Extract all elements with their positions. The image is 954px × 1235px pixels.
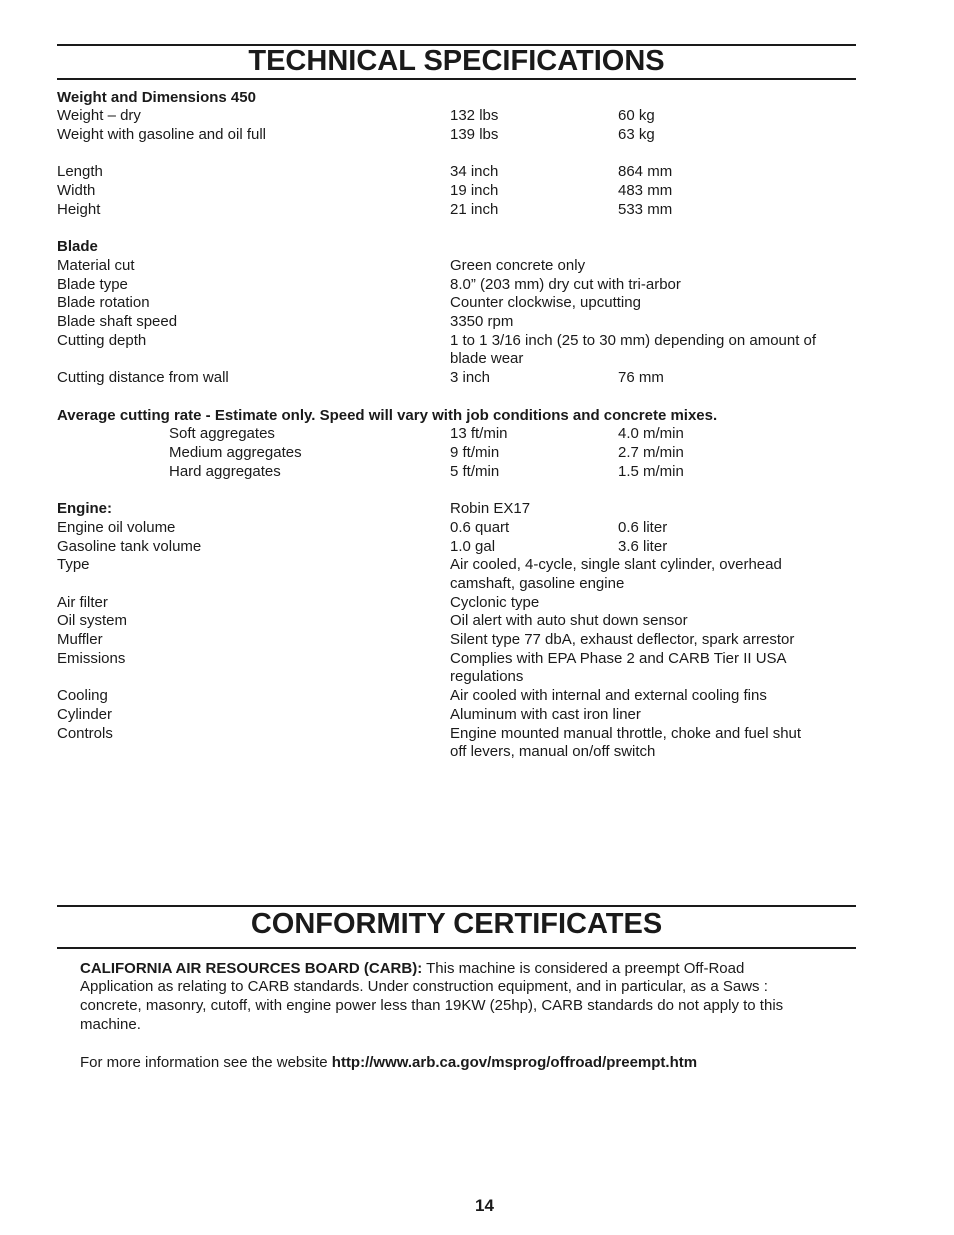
carb-text: This machine is considered a preempt Off-Road [422, 960, 745, 977]
cylinder-value: Aluminum with cast iron liner [450, 706, 641, 723]
weight-full-label: Weight with gasoline and oil full [57, 126, 267, 143]
oil-system-value: Oil alert with auto shut down sensor [450, 612, 688, 629]
weight-dry-imperial: 132 lbs [450, 107, 499, 124]
tank-volume-label: Gasoline tank volume [57, 538, 202, 555]
cutting-depth-value: 1 to 1 3/16 inch (25 to 30 mm) depending on amount of [450, 332, 817, 349]
hard-aggregates-label: Hard aggregates [169, 463, 281, 480]
weight-full-imperial: 139 lbs [450, 126, 499, 143]
website-prefix: For more information see the website [80, 1054, 332, 1071]
emissions-label: Emissions [57, 650, 126, 667]
website-paragraph [80, 1053, 697, 1072]
height-imperial: 21 inch [450, 201, 499, 218]
engine-type-value-cont: camshaft, gasoline engine [450, 575, 625, 592]
blade-type-label: Blade type [57, 276, 128, 293]
weight-full-metric: 63 kg [618, 126, 655, 143]
engine-oil-volume-label: Engine oil volume [57, 519, 176, 536]
oil-system-label: Oil system [57, 612, 128, 629]
material-cut-label: Material cut [57, 257, 135, 274]
engine-model: Robin EX17 [450, 500, 531, 517]
carb-paragraph-line3: concrete, masonry, cutoff, with engine power less than 19KW (25hp), CARB standards do not apply to this [80, 997, 784, 1014]
engine-type-label: Type [57, 556, 90, 573]
height-label: Height [57, 201, 101, 218]
blade-rotation-value: Counter clockwise, upcutting [450, 294, 641, 311]
carb-paragraph-line2: Application as relating to CARB standards. Under construction equipment, and in particular, as a Saws : [80, 978, 768, 995]
length-label: Length [57, 163, 103, 180]
blade-header: Blade [57, 238, 98, 255]
width-metric: 483 mm [618, 182, 673, 199]
controls-label: Controls [57, 725, 113, 742]
blade-rotation-label: Blade rotation [57, 294, 150, 311]
medium-aggregates-metric: 2.7 m/min [618, 444, 684, 461]
carb-label: CALIFORNIA AIR RESOURCES BOARD (CARB): [80, 960, 423, 977]
shaft-speed-label: Blade shaft speed [57, 313, 178, 330]
soft-aggregates-label: Soft aggregates [169, 425, 275, 442]
weight-dimensions-header: Weight and Dimensions 450 [57, 89, 256, 106]
cutting-rate-header: Average cutting rate - Estimate only. Speed will vary with job conditions and concrete mixes. [57, 407, 718, 424]
cylinder-label: Cylinder [57, 706, 113, 723]
emissions-value: Complies with EPA Phase 2 and CARB Tier II USA [450, 650, 787, 667]
cutting-distance-label: Cutting distance from wall [57, 369, 229, 386]
website-link[interactable]: http://www.arb.ca.gov/msprog/offroad/preempt.htm [331, 1054, 698, 1071]
hard-aggregates-imperial: 5 ft/min [450, 463, 500, 480]
muffler-label: Muffler [57, 631, 103, 648]
cutting-depth-value-cont: blade wear [450, 350, 524, 367]
height-metric: 533 mm [618, 201, 673, 218]
width-imperial: 19 inch [450, 182, 499, 199]
tank-volume-metric: 3.6 liter [618, 538, 668, 555]
length-metric: 864 mm [618, 163, 673, 180]
medium-aggregates-imperial: 9 ft/min [450, 444, 500, 461]
material-cut-value: Green concrete only [450, 257, 586, 274]
spec-title-underline [57, 78, 856, 80]
cooling-value: Air cooled with internal and external cooling fins [450, 687, 767, 704]
cutting-distance-imperial: 3 inch [450, 369, 491, 386]
cutting-depth-label: Cutting depth [57, 332, 147, 349]
controls-value: Engine mounted manual throttle, choke and fuel shut [450, 725, 802, 742]
engine-oil-volume-metric: 0.6 liter [618, 519, 668, 536]
shaft-speed-value: 3350 rpm [450, 313, 514, 330]
tank-volume-imperial: 1.0 gal [450, 538, 496, 555]
engine-header: Engine: [57, 500, 112, 517]
conformity-title-underline [57, 947, 856, 949]
weight-dry-label: Weight – dry [57, 107, 141, 124]
engine-type-value: Air cooled, 4-cycle, single slant cylinder, overhead [450, 556, 782, 573]
weight-dry-metric: 60 kg [618, 107, 655, 124]
medium-aggregates-label: Medium aggregates [169, 444, 302, 461]
width-label: Width [57, 182, 96, 199]
soft-aggregates-metric: 4.0 m/min [618, 425, 684, 442]
air-filter-value: Cyclonic type [450, 594, 540, 611]
engine-oil-volume-imperial: 0.6 quart [450, 519, 510, 536]
conformity-top-rule [57, 905, 856, 907]
hard-aggregates-metric: 1.5 m/min [618, 463, 684, 480]
carb-paragraph-line1 [80, 959, 744, 978]
air-filter-label: Air filter [57, 594, 108, 611]
page-number: 14 [475, 1196, 494, 1215]
controls-value-cont: off levers, manual on/off switch [450, 743, 656, 760]
conformity-title: CONFORMITY CERTIFICATES [250, 908, 663, 940]
emissions-value-cont: regulations [450, 668, 524, 685]
soft-aggregates-imperial: 13 ft/min [450, 425, 508, 442]
muffler-value: Silent type 77 dbA, exhaust deflector, spark arrestor [450, 631, 795, 648]
spec-title: TECHNICAL SPECIFICATIONS [248, 45, 665, 77]
carb-paragraph-line4: machine. [80, 1016, 141, 1033]
cooling-label: Cooling [57, 687, 108, 704]
blade-type-value: 8.0” (203 mm) dry cut with tri-arbor [450, 276, 681, 293]
length-imperial: 34 inch [450, 163, 499, 180]
cutting-distance-metric: 76 mm [618, 369, 664, 386]
